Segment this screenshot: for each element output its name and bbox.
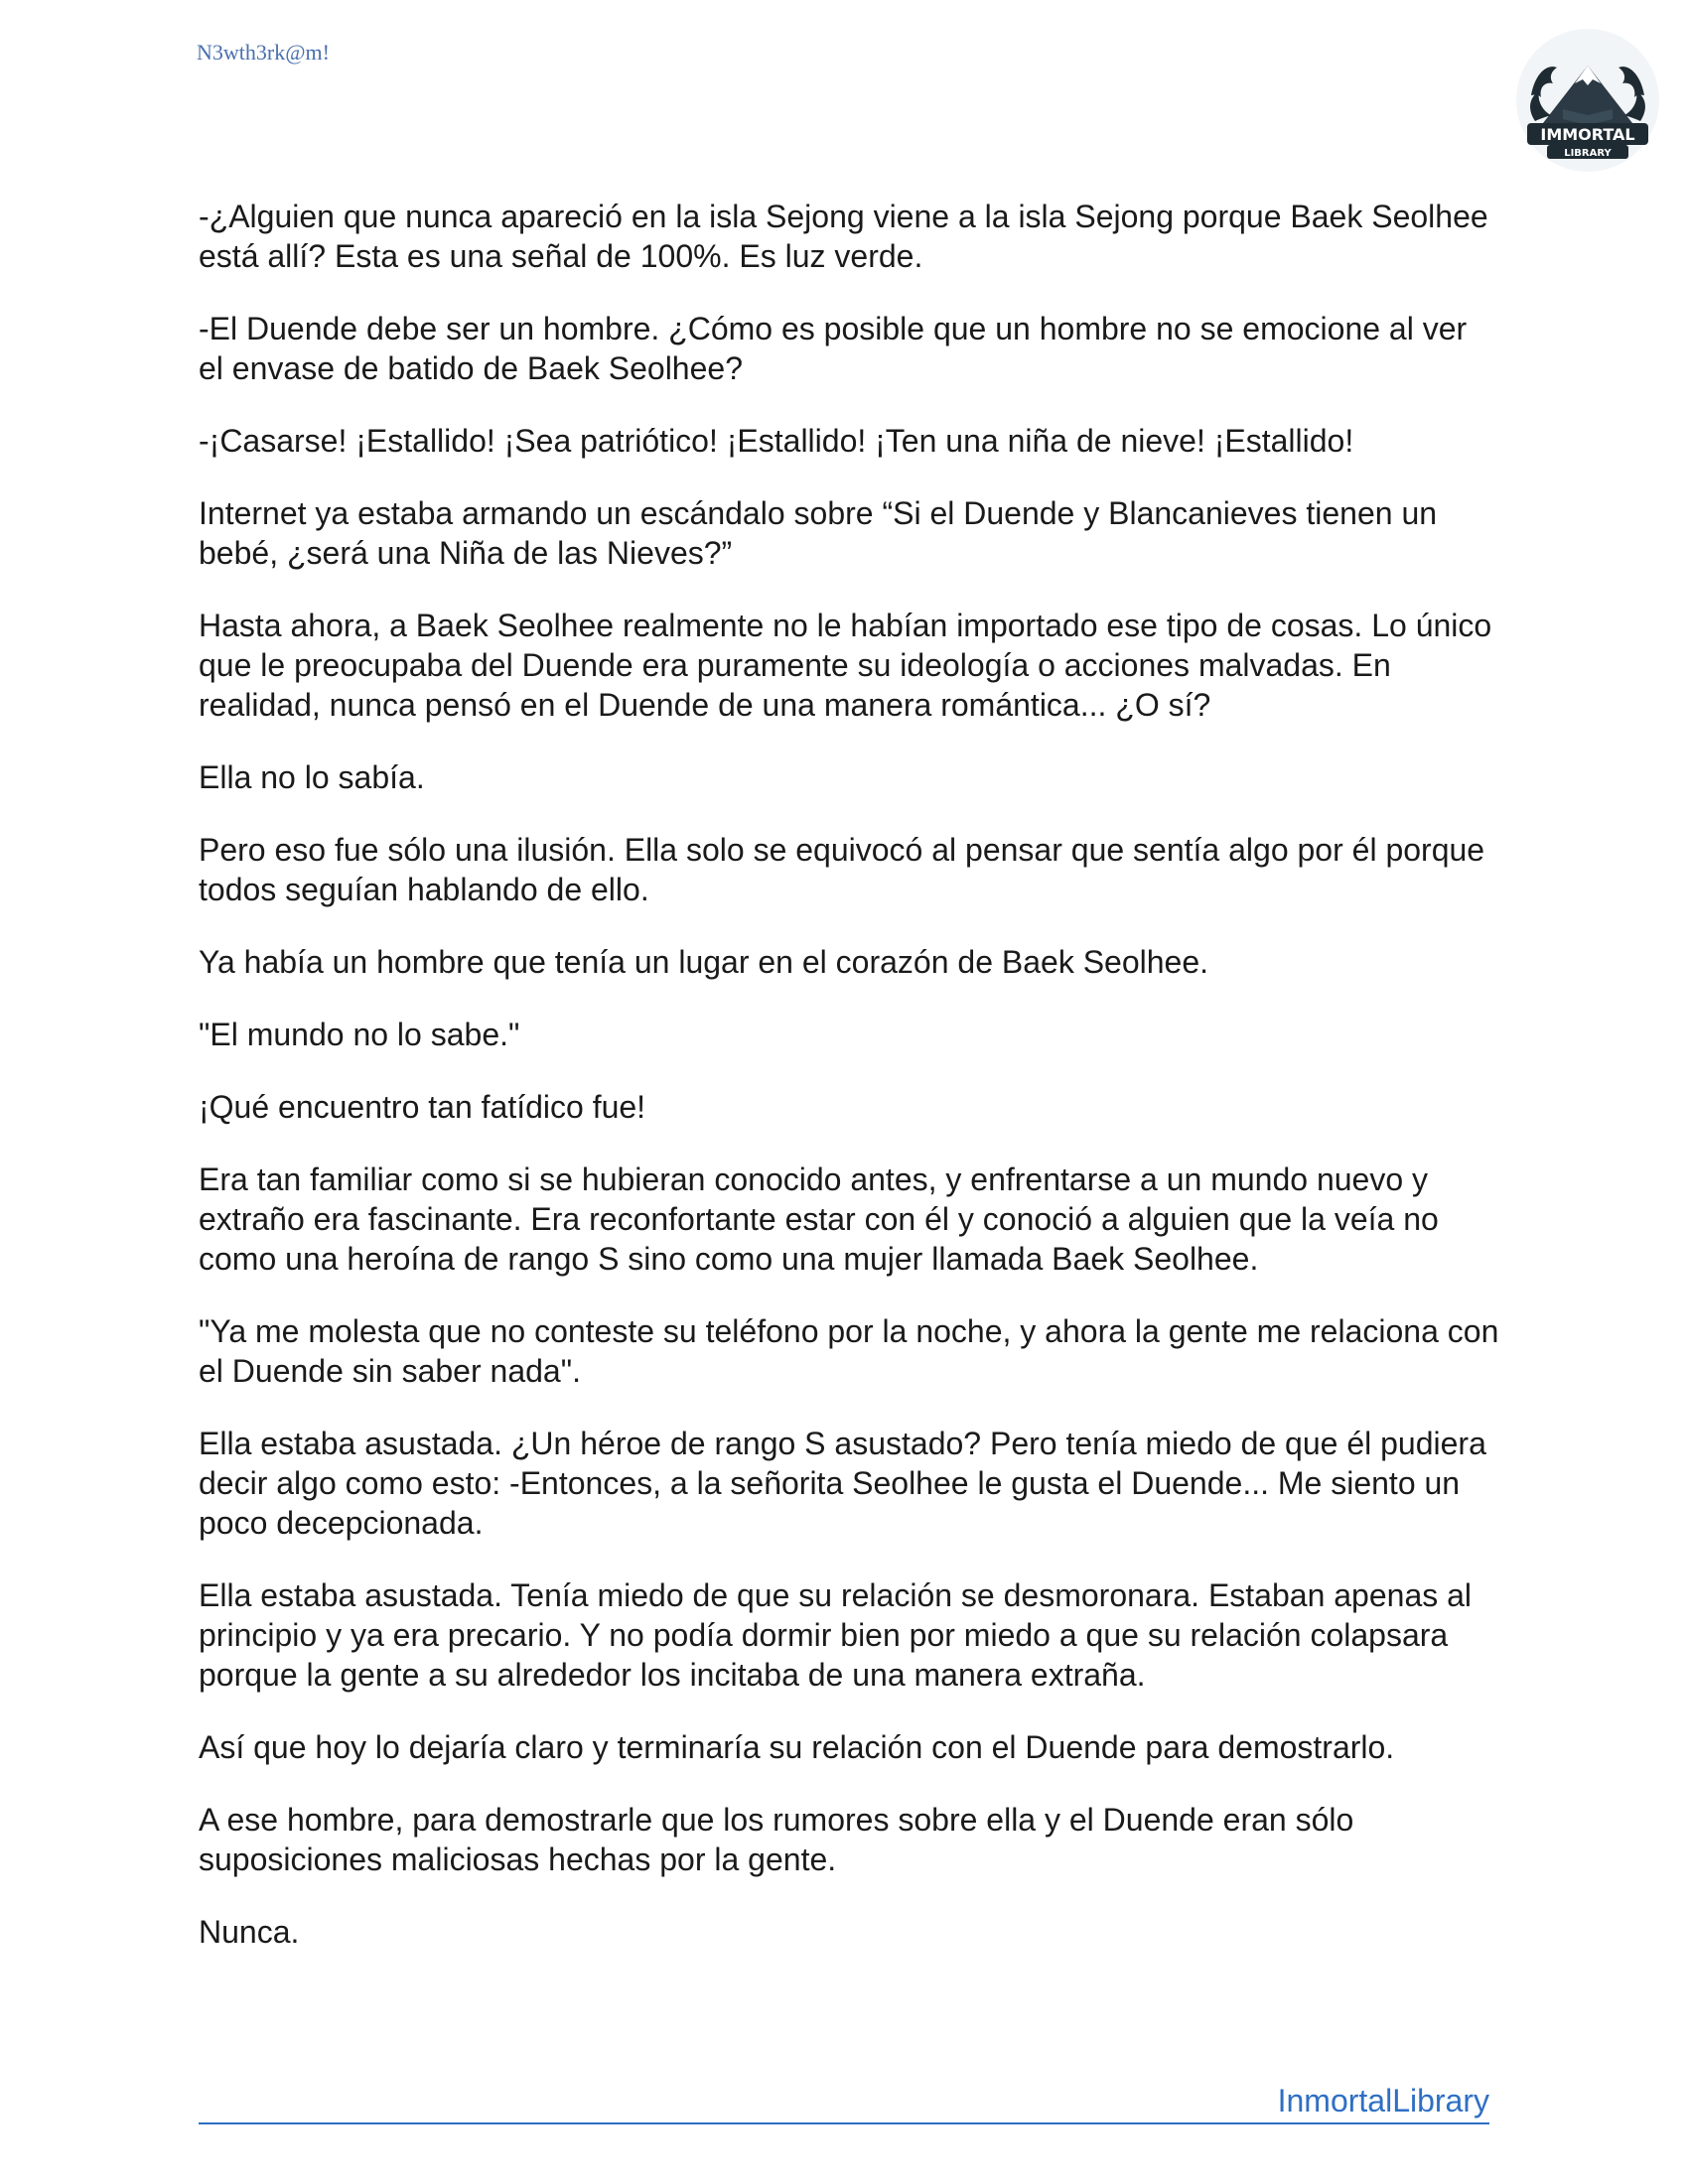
paragraph: Ella estaba asustada. Tenía miedo de que su relación se desmoronara. Estaban apenas al principio y ya era precario. Y no podía dormir bien por miedo a que su relación colapsara porque la gente a su alrededor los incitaba de una manera extraña. [199, 1577, 1473, 1693]
paragraph: Ella estaba asustada. ¿Un héroe de rango S asustado? Pero tenía miedo de que él pudiera decir algo como esto: -Entonces, a la señorita Seolhee le gusta el Duende... Me siento un poco decepcionada. [199, 1426, 1486, 1541]
paragraph: Nunca. [199, 1914, 300, 1950]
paragraph: Era tan familiar como si se hubieran conocido antes, y enfrentarse a un mundo nuevo y extraño era fascinante. Era reconfortante estar con él y conoció a alguien que la veía no como una heroína de rango S sino como una mujer llamada Baek Seolhee. [199, 1161, 1439, 1277]
paragraph: Internet ya estaba armando un escándalo sobre “Si el Duende y Blancanieves tienen un bebé, ¿será una Niña de las Nieves?” [199, 495, 1438, 571]
logo-text-top: IMMORTAL [1540, 125, 1635, 144]
paragraph: A ese hombre, para demostrarle que los rumores sobre ella y el Duende eran sólo suposiciones maliciosas hechas por la gente. [199, 1802, 1354, 1877]
paragraph: ¡Qué encuentro tan fatídico fue! [199, 1089, 646, 1125]
footer-rule [199, 2083, 1489, 2124]
header-tag: N3wth3rk@m! [197, 40, 330, 65]
paragraph: "El mundo no lo sabe." [199, 1017, 520, 1052]
immortal-library-logo-icon [1513, 26, 1662, 175]
paragraph: "Ya me molesta que no conteste su teléfono por la noche, y ahora la gente me relaciona con el Duende sin saber nada". [199, 1313, 1499, 1389]
paragraph: Así que hoy lo dejaría claro y terminaría su relación con el Duende para demostrarlo. [199, 1729, 1395, 1765]
paragraph: Pero eso fue sólo una ilusión. Ella solo se equivocó al pensar que sentía algo por él porque todos seguían hablando de ello. [199, 832, 1485, 907]
paragraph: Ella no lo sabía. [199, 759, 425, 795]
logo-text-bottom: LIBRARY [1564, 148, 1612, 159]
footer-link[interactable]: InmortalLibrary [1277, 2083, 1489, 2118]
paragraph: Hasta ahora, a Baek Seolhee realmente no le habían importado ese tipo de cosas. Lo único que le preocupaba del Duende era puramente su ideología o acciones malvadas. En realidad, nunca pensó en el Duende de una manera romántica... ¿O sí? [199, 608, 1492, 723]
document-body [199, 197, 1499, 1984]
paragraph: Ya había un hombre que tenía un lugar en el corazón de Baek Seolhee. [199, 944, 1209, 980]
paragraph: -¡Casarse! ¡Estallido! ¡Sea patriótico! ¡Estallido! ¡Ten una niña de nieve! ¡Estallido! [199, 423, 1354, 459]
paragraph: -El Duende debe ser un hombre. ¿Cómo es posible que un hombre no se emocione al ver el envase de batido de Baek Seolhee? [199, 311, 1468, 386]
paragraph: -¿Alguien que nunca apareció en la isla Sejong viene a la isla Sejong porque Baek Seolhee está allí? Esta es una señal de 100%. Es luz verde. [199, 199, 1488, 274]
